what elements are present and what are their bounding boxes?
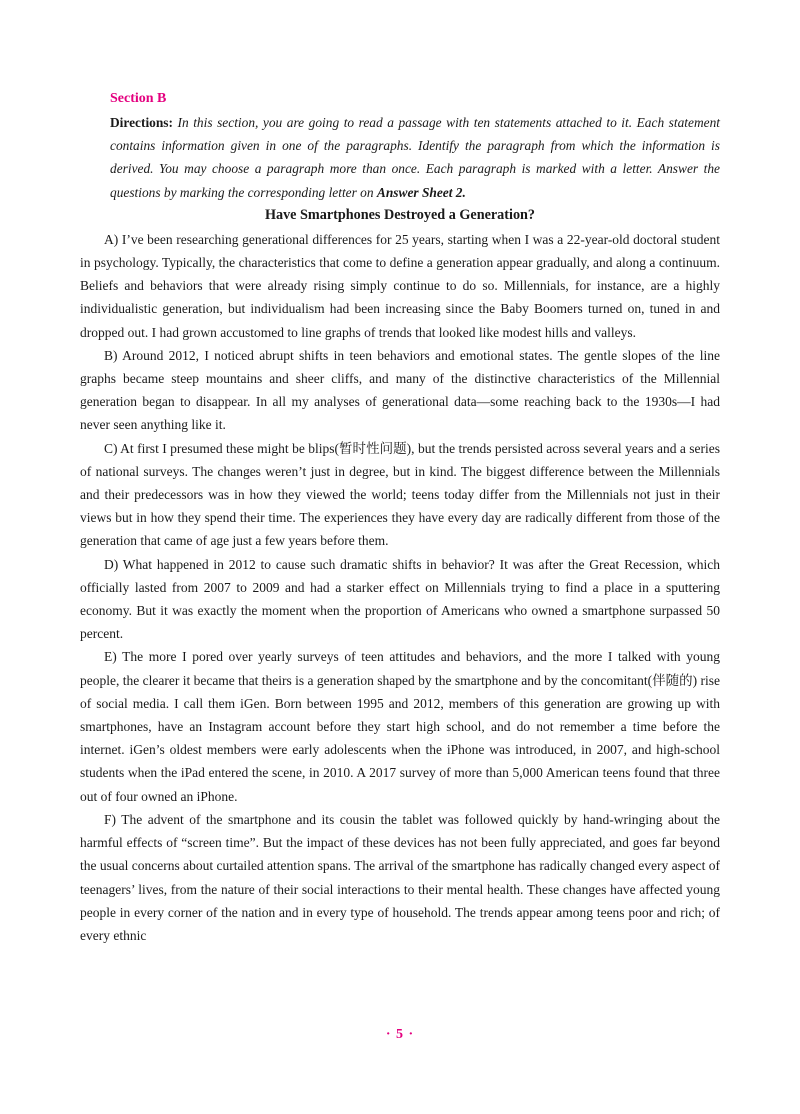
- paragraph-c: C) At first I presumed these might be blips(暂时性问题), but the trends persisted across several years and a series of national surveys. The changes weren’t just in degree, but in kind. The biggest difference between the Millennials and their predecessors was in how they viewed the world; teens today differ from the Millennials not just in their views but in how they spend their time. The experiences they have every day are radically different from those of the generation that came of age just a few years before them.: [80, 440, 720, 549]
- paragraph-a: A) I’ve been researching generational differences for 25 years, starting when I was a 22-year-old doctoral student in psychology. Typically, the characteristics that come to define a generation appear gradually, and along a continuum. Beliefs and behaviors that were already rising simply continue to do so. Millennials, for instance, are a highly individualistic generation, but individualism had been increasing since the Baby Boomers turned on, tuned in and dropped out. I had grown accustomed to line graphs of trends that looked like modest hills and valleys.: [80, 231, 720, 340]
- directions-separator: :: [168, 115, 173, 130]
- directions-text: In this section, you are going to read a passage with ten statements attached to it. Each statement contains information given in one of the paragraphs. Identify the paragraph from which the information is derived. You may choose a paragraph more than once. Each paragraph is marked with a letter. Answer the questions by marking the corresponding letter on: [110, 115, 720, 200]
- directions-block: [110, 111, 720, 204]
- page-number: · 5 ·: [385, 1027, 415, 1042]
- section-heading: Section B: [110, 91, 167, 106]
- answer-sheet-reference: Answer Sheet 2.: [376, 184, 466, 200]
- paragraph-e: E) The more I pored over yearly surveys of teen attitudes and behaviors, and the more I talked with young people, the clearer it became that theirs is a generation shaped by the smartphone and by the concomitant(伴随的) rise of social media. I call them iGen. Born between 1995 and 2012, members of this generation are growing up with smartphones, have an Instagram account before they start high school, and do not remember a time before the internet. iGen’s oldest members were early adolescents when the iPhone was introduced, in 2007, and high-school students when the iPad entered the scene, in 2010. A 2017 survey of more than 5,000 American teens found that three out of four owned an iPhone.: [80, 649, 720, 804]
- paragraph-d: D) What happened in 2012 to cause such dramatic shifts in behavior? It was after the Great Recession, which officially lasted from 2007 to 2009 and had a starker effect on Millennials trying to find a place in a sputtering economy. But it was exactly the moment when the proportion of Americans who owned a smartphone surpassed 50 percent.: [80, 556, 720, 642]
- passage-title: Have Smartphones Destroyed a Generation?: [264, 206, 536, 223]
- paragraph-b: B) Around 2012, I noticed abrupt shifts in teen behaviors and emotional states. The gentle slopes of the line graphs became steep mountains and sheer cliffs, and many of the distinctive characteristics of the Millennial generation began to disappear. In all my analyses of generational data—some reaching back to the 1930s—I had never seen anything like it.: [80, 347, 720, 433]
- exam-page: [80, 88, 720, 947]
- paragraph-f: F) The advent of the smartphone and its cousin the tablet was followed quickly by hand-wringing about the harmful effects of “screen time”. But the impact of these devices has not been fully appreciated, and goes far beyond the usual concerns about curtailed attention spans. The arrival of the smartphone has radically changed every aspect of teenagers’ lives, from the nature of their social interactions to their mental health. These changes have affected young people in every corner of the nation and in every type of household. The trends appear among teens poor and rich; of every ethnic: [80, 811, 721, 943]
- directions-label: Directions: [110, 115, 169, 130]
